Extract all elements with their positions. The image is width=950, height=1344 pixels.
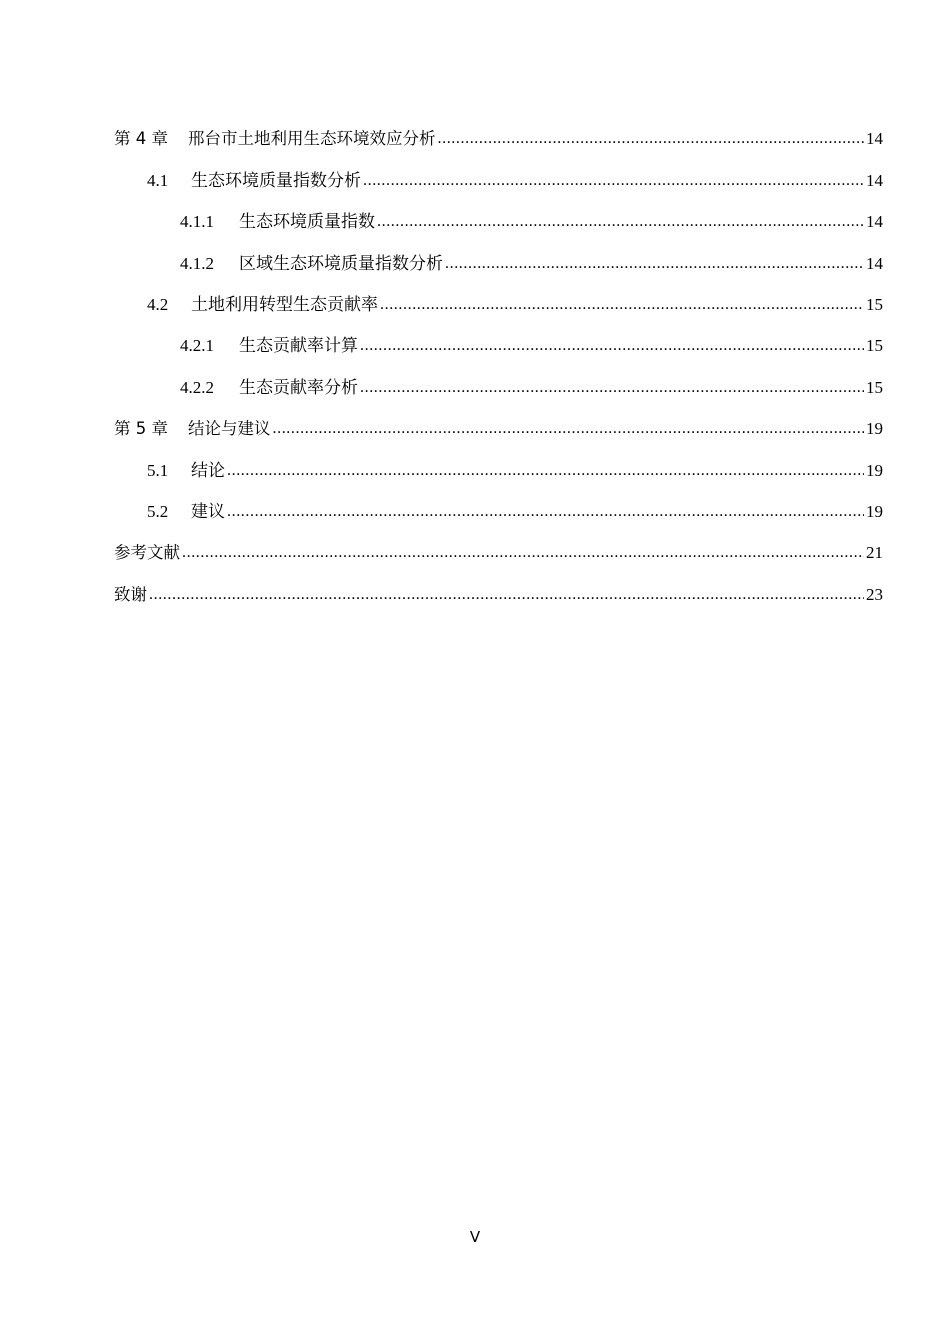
table-of-contents (114, 116, 883, 613)
toc-entry-4-2[interactable] (114, 282, 883, 323)
toc-entry-number: 4.1.2 (180, 253, 214, 273)
dot-leader (363, 171, 864, 191)
toc-entry-title: 生态贡献率计算 (239, 336, 358, 356)
dot-leader (227, 461, 864, 481)
dot-leader (380, 295, 864, 315)
toc-entry-4-1-1[interactable] (114, 199, 883, 240)
toc-entry-number: 4.2.1 (180, 336, 214, 356)
dot-leader (377, 212, 864, 232)
toc-entry-page: 19 (866, 419, 883, 439)
toc-entry-title: 区域生态环境质量指数分析 (239, 253, 443, 273)
dot-leader (273, 419, 865, 439)
toc-entry-number: 第 5 章 (114, 419, 168, 439)
toc-entry-title: 结论 (191, 460, 225, 480)
toc-entry-number: 第 4 章 (114, 129, 168, 149)
toc-entry-title: 建议 (191, 501, 225, 521)
dot-leader (360, 336, 864, 356)
toc-entry-page: 14 (866, 170, 883, 190)
toc-entry-number: 4.1 (147, 170, 169, 190)
toc-entry-page: 19 (866, 460, 883, 480)
toc-entry-4-2-1[interactable] (114, 323, 883, 364)
toc-entry-page: 15 (866, 336, 883, 356)
dot-leader (182, 543, 864, 563)
toc-entry-title: 邢台市土地利用生态环境效应分析 (188, 129, 436, 149)
toc-entry-chapter-5[interactable] (114, 406, 883, 447)
dot-leader (445, 254, 864, 274)
page-number-footer: V (469, 1228, 481, 1246)
toc-entry-page: 15 (866, 294, 883, 314)
toc-entry-page: 14 (866, 212, 883, 232)
toc-entry-chapter-4[interactable] (114, 116, 883, 157)
toc-entry-title: 生态环境质量指数 (239, 212, 375, 232)
toc-entry-page: 15 (866, 377, 883, 397)
dot-leader (360, 378, 864, 398)
toc-entry-4-1-2[interactable] (114, 240, 883, 281)
toc-entry-4-1[interactable] (114, 157, 883, 198)
dot-leader (438, 129, 865, 149)
toc-entry-page: 23 (866, 584, 883, 604)
toc-entry-title: 土地利用转型生态贡献率 (191, 294, 378, 314)
toc-entry-number: 4.1.1 (180, 212, 214, 232)
toc-entry-number: 5.2 (147, 501, 169, 521)
toc-entry-5-1[interactable] (114, 447, 883, 488)
toc-entry-title: 参考文献 (114, 543, 180, 563)
toc-entry-title: 生态环境质量指数分析 (191, 170, 361, 190)
toc-entry-page: 14 (866, 129, 883, 149)
toc-entry-page: 19 (866, 501, 883, 521)
toc-entry-4-2-2[interactable] (114, 364, 883, 405)
toc-entry-acknowledgements[interactable] (114, 571, 883, 612)
toc-entry-title: 生态贡献率分析 (239, 377, 358, 397)
toc-entry-5-2[interactable] (114, 489, 883, 530)
toc-entry-references[interactable] (114, 530, 883, 571)
toc-entry-number: 4.2 (147, 294, 169, 314)
toc-entry-page: 14 (866, 253, 883, 273)
dot-leader (227, 502, 864, 522)
toc-entry-title: 结论与建议 (188, 419, 271, 439)
toc-entry-page: 21 (866, 543, 883, 563)
toc-entry-title: 致谢 (114, 584, 147, 604)
dot-leader (149, 585, 864, 605)
toc-entry-number: 5.1 (147, 460, 169, 480)
toc-entry-number: 4.2.2 (180, 377, 214, 397)
